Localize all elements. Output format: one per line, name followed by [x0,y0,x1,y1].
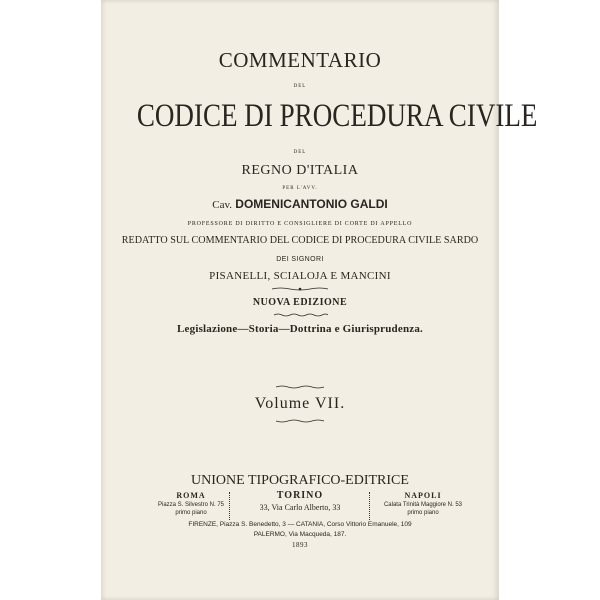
torino-city: TORINO [276,490,324,501]
napoli-city: NAPOLI [404,491,442,500]
napoli-floor: primo piano [407,510,439,516]
ornament-divider-2 [270,312,330,318]
author-name: DOMENICANTONIO GALDI [235,197,388,211]
publisher-torino [227,491,373,515]
commentario-heading: COMMENTARIO [218,48,382,72]
roma-address: Piazza S. Silvestro N. 75 [157,502,225,508]
del-label: DEL [293,84,307,89]
author-line [101,197,499,211]
ornament-divider-1 [270,286,330,292]
original-authors: PISANELLI, SCIALOJA E MANCINI [209,270,391,282]
author-honorific: Cav. [212,199,233,211]
per-label: PER L'AVV. [282,186,318,191]
edition-label: NUOVA EDIZIONE [252,297,348,308]
roma-floor: primo piano [175,510,207,516]
roma-city: ROMA [176,491,206,500]
book-title: CODICE DI PROCEDURA CIVILE [136,98,538,134]
firenze-catania-address: FIRENZE, Piazza S. Benedetto, 3 — CATANIA, Corso Vittorio Emanuele, 109 [188,521,412,528]
publication-year: 1893 [292,541,308,549]
ornament-divider-4 [270,418,330,424]
dei-signori-label: DEI SIGNORI [276,256,324,263]
publisher-name: UNIONE TIPOGRAFICO-EDITRICE [191,473,409,488]
napoli-address: Calata Trinità Maggiore N. 53 [383,502,463,508]
title-page [101,0,538,600]
publisher-napoli [361,491,485,517]
volume-label: Volume VII. [254,395,346,412]
subjects-line: Legislazione—Storia—Dottrina e Giurisprudenza. [177,323,423,335]
torino-address: 33, Via Carlo Alberto, 33 [259,503,341,512]
author-profession: PROFESSORE DI DIRITTO E CONSIGLIERE DI CORTE DI APPELLO [187,221,413,227]
regno-heading: REGNO D'ITALIA [241,163,359,178]
del-label-2: DEL [293,150,307,155]
palermo-address: PALERMO, Via Macqueda, 187. [253,531,347,538]
redatto-line: REDATTO SUL COMMENTARIO DEL CODICE DI PROCEDURA CIVILE SARDO [121,234,479,246]
ornament-divider-3 [270,384,330,390]
publisher-roma [141,491,241,517]
